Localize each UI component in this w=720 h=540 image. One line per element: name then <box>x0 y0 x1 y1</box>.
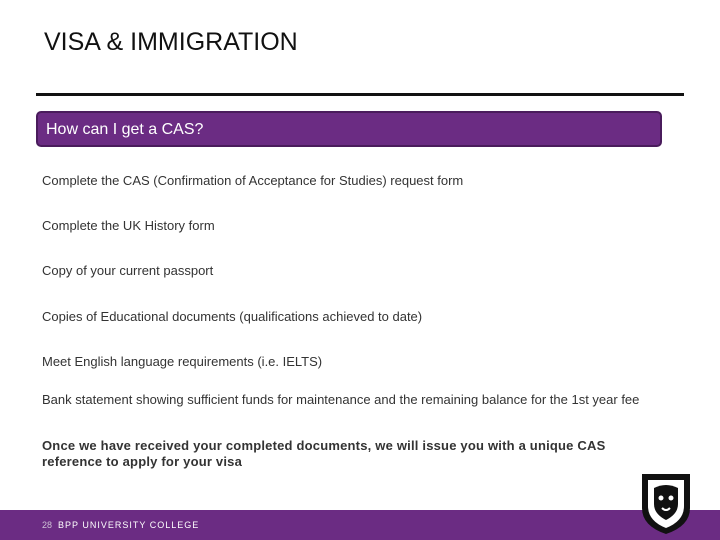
question-banner <box>36 111 662 147</box>
slide-title: VISA & IMMIGRATION <box>44 28 298 56</box>
page-number: 28 <box>42 520 53 530</box>
title-divider <box>36 93 684 96</box>
closing-note: Once we have received your completed documents, we will issue you with a unique CAS reference to apply for your visa <box>42 438 606 469</box>
footer-brand: BPP UNIVERSITY COLLEGE <box>58 520 200 530</box>
banner-text: How can I get a CAS? <box>46 121 204 138</box>
list-item: Meet English language requirements (i.e. IELTS) <box>42 354 323 369</box>
list-item: Copy of your current passport <box>42 263 214 278</box>
footer-bar <box>0 510 720 540</box>
list-item: Copies of Educational documents (qualifications achieved to date) <box>42 309 423 324</box>
list-item: Complete the UK History form <box>42 218 215 233</box>
lion-head-icon <box>638 470 694 536</box>
list-item: Complete the CAS (Confirmation of Acceptance for Studies) request form <box>42 173 464 188</box>
list-item: Bank statement showing sufficient funds for maintenance and the remaining balance for the 1st year fee <box>42 392 640 407</box>
